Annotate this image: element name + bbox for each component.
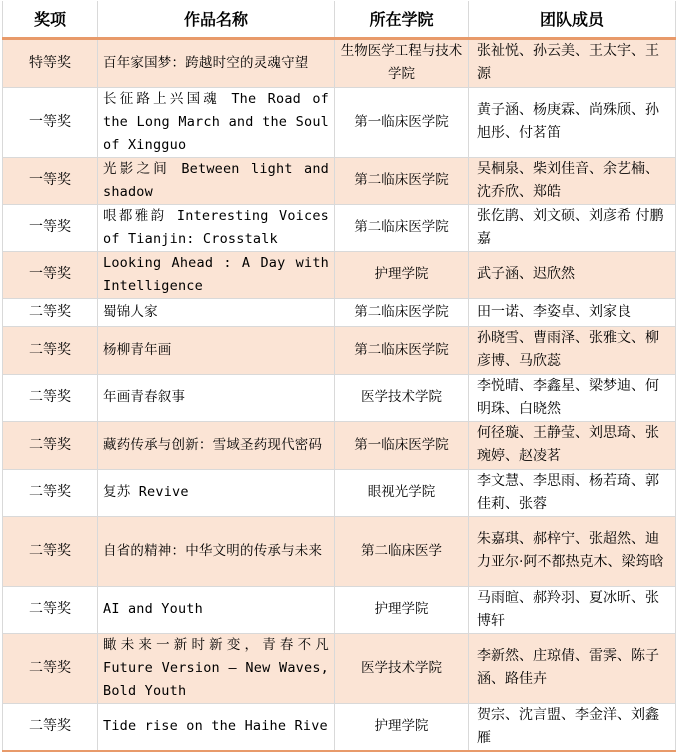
table-header (3, 1, 676, 38)
college-cell: 护理学院 (335, 586, 469, 633)
header-title: 作品名称 (98, 1, 335, 38)
title-cell: 藏药传承与创新：雪域圣药现代密码 (98, 421, 335, 469)
table-row (3, 516, 676, 586)
award-cell: 一等奖 (3, 157, 98, 204)
table-row (3, 469, 676, 516)
award-cell: 一等奖 (3, 87, 98, 157)
members-cell: 黄子涵、杨庚霖、尚殊颀、孙旭彤、付茗笛 (469, 87, 676, 157)
title-cell: 复苏 Revive (98, 469, 335, 516)
members-cell: 李新然、庄琼倩、雷霁、陈子涵、路佳卉 (469, 633, 676, 703)
college-cell: 第二临床医学院 (335, 298, 469, 326)
college-cell: 第一临床医学院 (335, 421, 469, 469)
title-cell: Tide rise on the Haihe Rive (98, 703, 335, 751)
title-cell: 哏都雅韵 Interesting Voices of Tianjin: Crosstalk (98, 204, 335, 251)
members-cell: 田一诺、李姿卓、刘家良 (469, 298, 676, 326)
table-row (3, 87, 676, 157)
awards-table (2, 1, 676, 752)
award-cell: 一等奖 (3, 204, 98, 251)
award-cell: 二等奖 (3, 516, 98, 586)
members-cell: 马雨暄、郝羚羽、夏冰昕、张博轩 (469, 586, 676, 633)
table-row (3, 298, 676, 326)
members-cell: 何径璇、王静莹、刘思琦、张琬婷、赵凌茗 (469, 421, 676, 469)
table-row (3, 38, 676, 87)
table-row (3, 326, 676, 374)
members-cell: 李文慧、李思雨、杨若琦、郭佳莉、张蓉 (469, 469, 676, 516)
college-cell: 第二临床医学院 (335, 204, 469, 251)
award-cell: 二等奖 (3, 298, 98, 326)
college-cell: 第二临床医学 (335, 516, 469, 586)
table-row (3, 374, 676, 421)
members-cell: 吴桐泉、柴刘佳音、余艺楠、沈乔欣、郑皓 (469, 157, 676, 204)
college-cell: 生物医学工程与技术学院 (335, 38, 469, 87)
college-cell: 第一临床医学院 (335, 87, 469, 157)
header-college: 所在学院 (335, 1, 469, 38)
header-award: 奖项 (3, 1, 98, 38)
header-members: 团队成员 (469, 1, 676, 38)
table-row (3, 633, 676, 703)
title-cell: 瞰未来一新时新变，青春不凡 Future Version — New Waves, Bold Youth (98, 633, 335, 703)
title-cell: 杨柳青年画 (98, 326, 335, 374)
members-cell: 武子涵、迟欣然 (469, 251, 676, 298)
members-cell: 孙晓雪、曹雨泽、张雅文、柳彦博、马欣蕊 (469, 326, 676, 374)
members-cell: 张祉悦、孙云美、王太宇、王源 (469, 38, 676, 87)
table-row (3, 703, 676, 751)
college-cell: 护理学院 (335, 703, 469, 751)
members-cell: 贺宗、沈言盟、李金洋、刘鑫雁 (469, 703, 676, 751)
table-body (3, 38, 676, 751)
award-cell: 二等奖 (3, 374, 98, 421)
award-cell: 二等奖 (3, 586, 98, 633)
header-row (3, 1, 676, 38)
college-cell: 护理学院 (335, 251, 469, 298)
award-cell: 二等奖 (3, 633, 98, 703)
title-cell: 自省的精神：中华文明的传承与未来 (98, 516, 335, 586)
award-cell: 二等奖 (3, 469, 98, 516)
table-row (3, 586, 676, 633)
members-cell: 李悦晴、李鑫星、梁梦迪、何明珠、白晓然 (469, 374, 676, 421)
college-cell: 医学技术学院 (335, 633, 469, 703)
table-row (3, 204, 676, 251)
table-row (3, 421, 676, 469)
title-cell: 百年家国梦：跨越时空的灵魂守望 (98, 38, 335, 87)
college-cell: 眼视光学院 (335, 469, 469, 516)
college-cell: 医学技术学院 (335, 374, 469, 421)
award-cell: 二等奖 (3, 326, 98, 374)
title-cell: 蜀锦人家 (98, 298, 335, 326)
title-cell: 年画青春叙事 (98, 374, 335, 421)
title-cell: 长征路上兴国魂 The Road of the Long March and the Soul of Xingguo (98, 87, 335, 157)
members-cell: 张仡鹃、刘文硕、刘彦希 付鹏嘉 (469, 204, 676, 251)
members-cell: 朱嘉琪、郝梓宁、张超然、迪力亚尔·阿不都热克木、梁筠晗 (469, 516, 676, 586)
award-cell: 二等奖 (3, 421, 98, 469)
title-cell: 光影之间 Between light and shadow (98, 157, 335, 204)
award-cell: 特等奖 (3, 38, 98, 87)
title-cell: Looking Ahead : A Day with Intelligence (98, 251, 335, 298)
table-row (3, 157, 676, 204)
college-cell: 第二临床医学院 (335, 326, 469, 374)
title-cell: AI and Youth (98, 586, 335, 633)
college-cell: 第二临床医学院 (335, 157, 469, 204)
award-cell: 二等奖 (3, 703, 98, 751)
table-row (3, 251, 676, 298)
award-cell: 一等奖 (3, 251, 98, 298)
